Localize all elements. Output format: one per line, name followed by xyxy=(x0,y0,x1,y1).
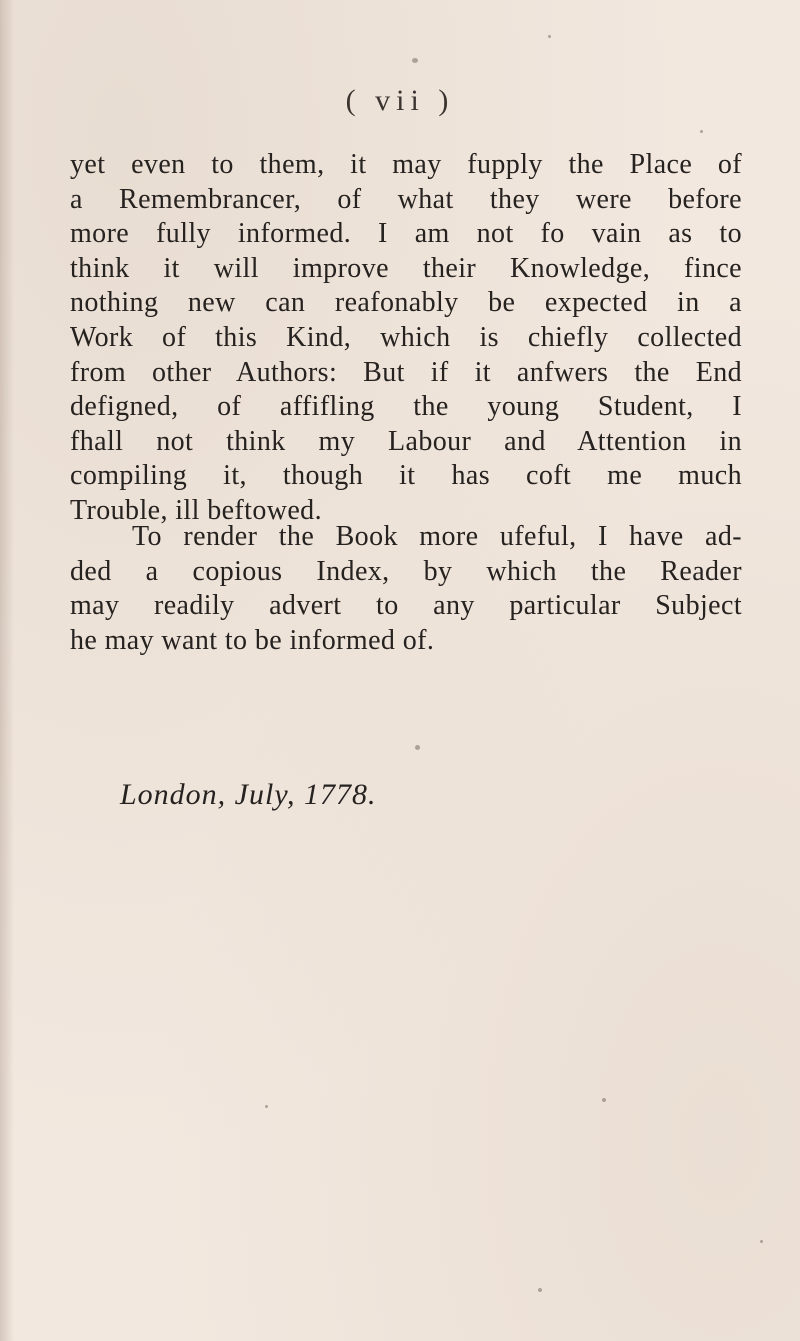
text-line: fhall not think my Labour and Attention in xyxy=(70,425,742,457)
text-line: To render the Book more ufeful, I have ad- xyxy=(132,521,742,552)
text-line: Work of this Kind, which is chiefly collected xyxy=(70,321,742,353)
paper-speck xyxy=(265,1105,268,1108)
text-line: compiling it, though it has coft me much xyxy=(70,460,742,492)
paper-speck xyxy=(415,745,420,750)
text-line: more fully informed. I am not fo vain as to xyxy=(70,218,742,250)
paper-speck xyxy=(412,58,418,63)
text-line: defigned, of affifling the young Student, I xyxy=(70,391,742,423)
paper-speck xyxy=(700,130,703,133)
paragraph-1 xyxy=(70,148,742,529)
paragraph-2 xyxy=(70,520,742,658)
paper-speck xyxy=(548,35,551,38)
text-line: nothing new can reafonably be expected in a xyxy=(70,287,742,319)
paper-speck xyxy=(602,1098,606,1102)
page-number: ( vii ) xyxy=(345,84,455,117)
page-edge-shadow xyxy=(0,0,14,1341)
text-line: yet even to them, it may fupply the Place of xyxy=(70,149,742,180)
text-line: may readily advert to any particular Subject xyxy=(70,590,742,622)
text-line: from other Authors: But if it anfwers the End xyxy=(70,356,742,388)
place-date-signature: London, July, 1778. xyxy=(120,778,377,811)
text-line: ded a copious Index, by which the Reader xyxy=(70,555,742,587)
text-line: a Remembrancer, of what they were before xyxy=(70,183,742,215)
text-line: he may want to be informed of. xyxy=(70,624,435,656)
paper-speck xyxy=(760,1240,763,1243)
paper-speck xyxy=(538,1288,542,1292)
text-line: think it will improve their Knowledge, fince xyxy=(70,252,742,284)
text-line: Trouble, ill beftowed. xyxy=(70,494,322,526)
